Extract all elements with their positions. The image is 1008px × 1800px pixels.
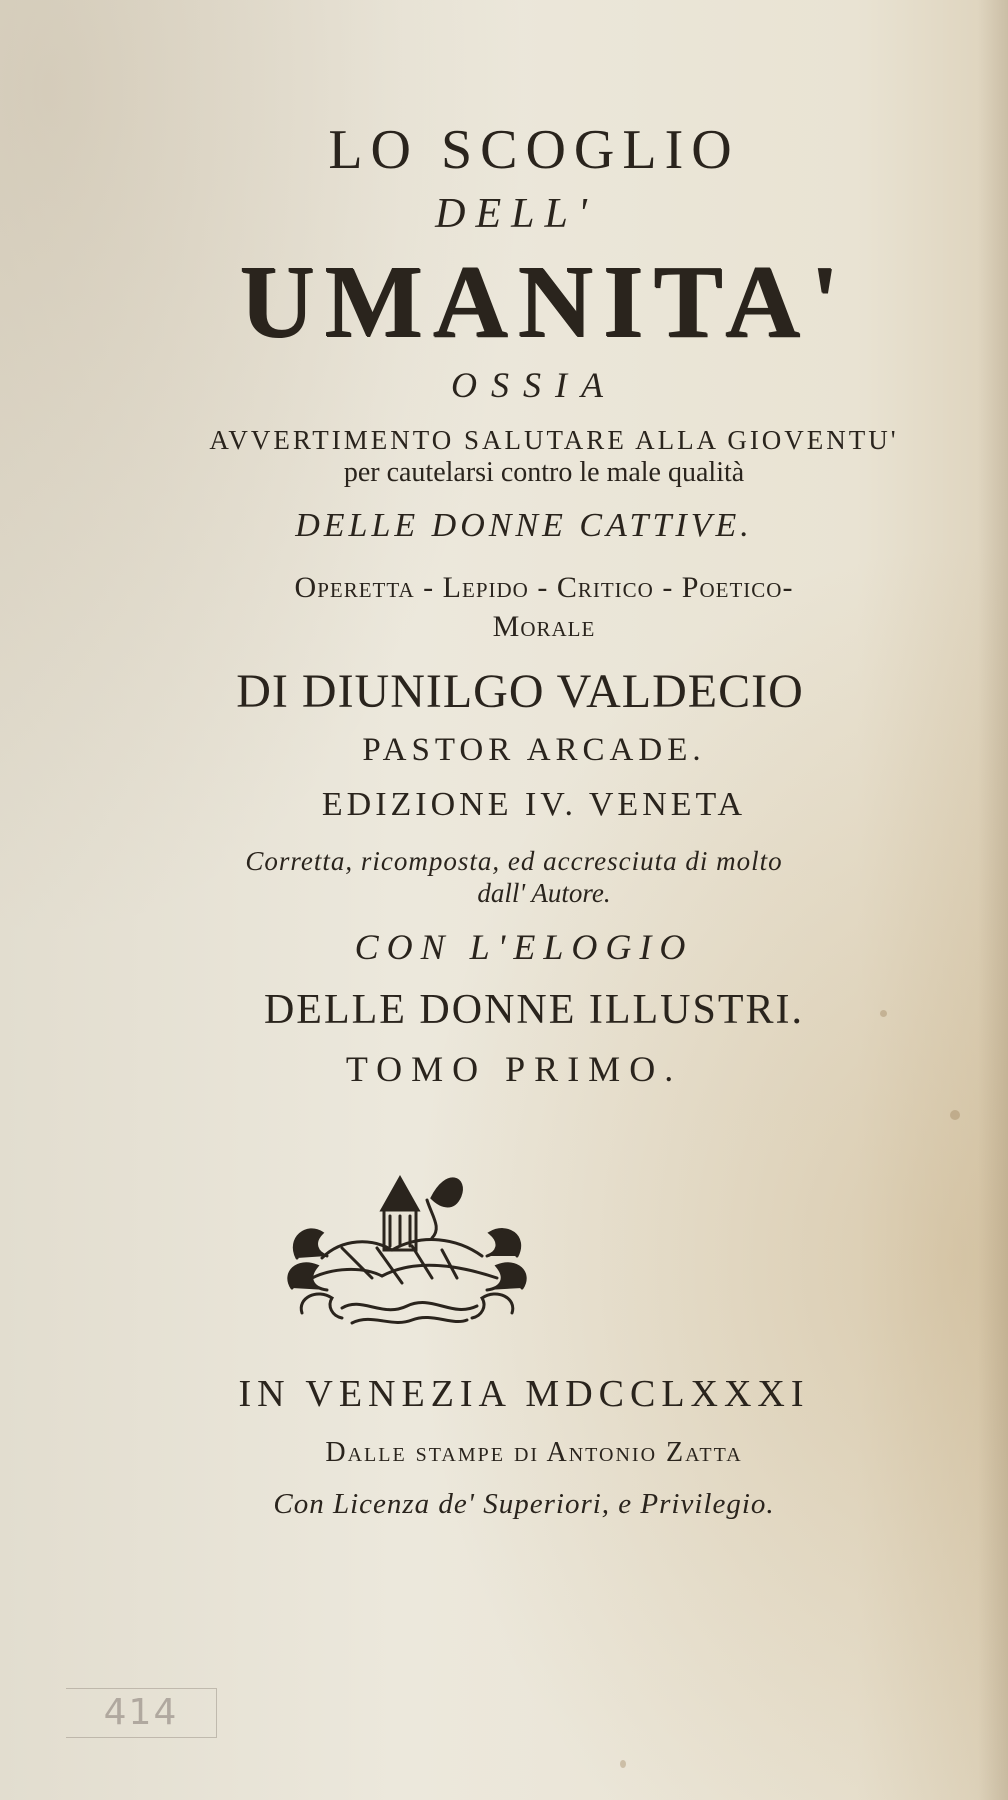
author-name: DI DIUNILGO VALDECIO [236, 665, 804, 718]
volume-statement: TOMO PRIMO. [345, 1049, 683, 1089]
imprint-printer: Dalle stampe di Antonio Zatta [325, 1437, 743, 1468]
author-title: PASTOR ARCADE. [362, 732, 706, 768]
foxing-spot [620, 1760, 626, 1768]
title-main-word: UMANITA' [239, 244, 849, 359]
foxing-spot [880, 1010, 887, 1017]
imprint-license: Con Licenza de' Superiori, e Privilegio. [273, 1488, 775, 1520]
subtitle-line-3: DELLE DONNE CATTIVE. [295, 507, 753, 544]
edition-note-2: dall' Autore. [477, 878, 611, 908]
printer-device-vignette [282, 1138, 532, 1328]
title-ossia: OSSIA [451, 365, 617, 405]
imprint-place-date: IN VENEZIA MDCCLXXXI [238, 1373, 810, 1415]
title-line-2: DELL' [435, 191, 597, 237]
foxing-spot [950, 1110, 960, 1120]
supplement-title: DELLE DONNE ILLUSTRI. [263, 987, 805, 1033]
genre-line-1: Operetta - Lepido - Critico - Poetico- [294, 571, 794, 604]
title-line-1: LO SCOGLIO [328, 119, 740, 181]
supplement-intro: CON L'ELOGIO [354, 927, 694, 967]
edition-statement: EDIZIONE IV. VENETA [321, 786, 747, 823]
subtitle-line-2: per cautelarsi contro le male qualità [343, 457, 745, 488]
edition-note-1: Corretta, ricomposta, ed accresciuta di molto [245, 846, 783, 876]
subtitle-line-1: AVVERTIMENTO SALUTARE ALLA GIOVENTU' [209, 425, 899, 455]
genre-line-2: Morale [492, 610, 596, 643]
library-shelfmark: 414 [66, 1688, 217, 1738]
